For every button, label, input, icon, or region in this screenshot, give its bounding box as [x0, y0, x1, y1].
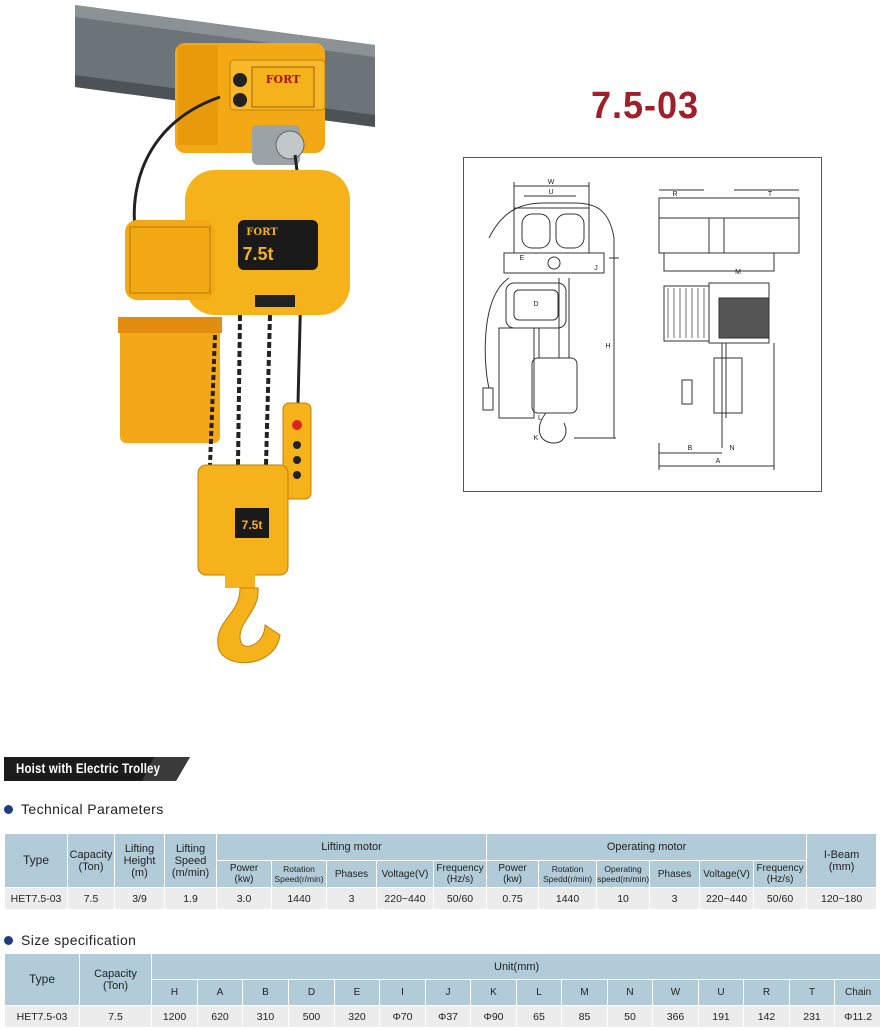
group-header-operating-motor: Operating motor: [487, 834, 807, 861]
col-header-w: W: [653, 980, 699, 1006]
col-header-om-frequency: Frequency (Hz/s): [754, 861, 807, 888]
table-cell: 3/9: [115, 888, 165, 910]
col-header-chain: Chain: [835, 980, 880, 1006]
col-header-type: Type: [5, 834, 68, 888]
table-cell: 220~440: [700, 888, 754, 910]
col-header-k: K: [471, 980, 517, 1006]
section-banner: [4, 757, 190, 781]
size-specification-table: [4, 953, 880, 1028]
col-header-om-rotation: Rotation Spedd(r/min): [539, 861, 597, 888]
group-header-unit: Unit(mm): [152, 954, 880, 980]
col-header-h: H: [152, 980, 198, 1006]
table-cell: 3.0: [217, 888, 272, 910]
table-cell: 7.5: [68, 888, 115, 910]
table-cell: 50/60: [434, 888, 487, 910]
table-cell: 1440: [539, 888, 597, 910]
dim-label-l: L: [538, 415, 542, 422]
col-header-n: N: [608, 980, 653, 1006]
table-cell: 3: [650, 888, 700, 910]
dim-label-w: W: [547, 179, 555, 186]
banner-label: Hoist with Electric Trolley: [16, 760, 161, 776]
technical-parameters-table: [4, 833, 877, 910]
col-header-lm-rotation: Rotation Speed(r/min): [272, 861, 327, 888]
col-header-t: T: [790, 980, 835, 1006]
table-cell: 1440: [272, 888, 327, 910]
table-cell: 10: [597, 888, 650, 910]
size-specification-title: Size specification: [21, 932, 137, 948]
hoist-capacity-label: 7.5t: [242, 244, 274, 264]
col-header-d: D: [289, 980, 335, 1006]
col-header-lm-phases: Phases: [327, 861, 377, 888]
dim-label-n: N: [729, 445, 735, 452]
technical-parameters-title: Technical Parameters: [21, 801, 164, 817]
table-cell: Φ70: [380, 1006, 426, 1028]
table-cell: 366: [653, 1006, 699, 1028]
col-header-type: Type: [5, 954, 80, 1006]
col-header-lifting-speed: Lifting Speed (m/min): [165, 834, 217, 888]
dimension-drawing: [463, 157, 822, 492]
group-header-lifting-motor: Lifting motor: [217, 834, 487, 861]
table-cell: 50/60: [754, 888, 807, 910]
dim-label-j: J: [594, 265, 598, 272]
technical-parameters-heading: [4, 801, 164, 817]
table-row: [5, 888, 877, 910]
col-header-lm-power: Power (kw): [217, 861, 272, 888]
table-cell: 620: [198, 1006, 243, 1028]
bullet-icon: [4, 805, 13, 814]
dim-label-r: R: [672, 191, 678, 198]
table-cell: 191: [699, 1006, 744, 1028]
table-cell: 120~180: [807, 888, 877, 910]
table-cell: 231: [790, 1006, 835, 1028]
table-cell: 50: [608, 1006, 653, 1028]
col-header-b: B: [243, 980, 289, 1006]
hook-capacity-label: 7.5t: [241, 518, 263, 532]
col-header-a: A: [198, 980, 243, 1006]
table-cell: Φ90: [471, 1006, 517, 1028]
col-header-capacity: Capacity (Ton): [80, 954, 152, 1006]
table-cell: 142: [744, 1006, 790, 1028]
col-header-om-power: Power (kw): [487, 861, 539, 888]
col-header-om-voltage: Voltage(V): [700, 861, 754, 888]
col-header-j: J: [426, 980, 471, 1006]
dim-label-t: T: [767, 191, 773, 198]
col-header-lifting-height: Lifting Height (m): [115, 834, 165, 888]
dim-label-e: E: [519, 255, 525, 262]
table-cell: 0.75: [487, 888, 539, 910]
col-header-om-operating-speed: Operating speed(m/min): [597, 861, 650, 888]
hoist-brand-text: FORT: [246, 227, 278, 238]
col-header-u: U: [699, 980, 744, 1006]
table-row: [5, 1006, 880, 1028]
table-cell: 85: [562, 1006, 608, 1028]
col-header-r: R: [744, 980, 790, 1006]
dim-label-d: D: [533, 301, 539, 308]
bullet-icon: [4, 936, 13, 945]
dim-label-b: B: [687, 445, 693, 452]
col-header-l: L: [517, 980, 562, 1006]
table-cell: HET7.5-03: [5, 888, 68, 910]
dim-label-u: U: [548, 189, 554, 196]
col-header-e: E: [335, 980, 380, 1006]
size-specification-heading: [4, 932, 136, 948]
trolley-brand-text: FORT: [265, 73, 301, 86]
dim-label-h: H: [605, 343, 611, 350]
col-header-i: I: [380, 980, 426, 1006]
table-cell: Φ37: [426, 1006, 471, 1028]
model-title: 7.5-03: [590, 85, 700, 127]
table-cell: 65: [517, 1006, 562, 1028]
table-cell: 1.9: [165, 888, 217, 910]
table-cell: 310: [243, 1006, 289, 1028]
dim-label-m: M: [735, 269, 741, 276]
col-header-lm-voltage: Voltage(V): [377, 861, 434, 888]
table-cell: HET7.5-03: [5, 1006, 80, 1028]
dim-label-a: A: [715, 458, 721, 465]
table-cell: 7.5: [80, 1006, 152, 1028]
table-cell: 1200: [152, 1006, 198, 1028]
table-cell: 3: [327, 888, 377, 910]
hoist-product-photo: [70, 5, 390, 670]
col-header-capacity: Capacity (Ton): [68, 834, 115, 888]
table-cell: Φ11.2: [835, 1006, 880, 1028]
col-header-m: M: [562, 980, 608, 1006]
table-cell: 220~440: [377, 888, 434, 910]
col-header-om-phases: Phases: [650, 861, 700, 888]
col-header-ibeam: I-Beam (mm): [807, 834, 877, 888]
dim-label-k: K: [533, 435, 539, 442]
table-cell: 320: [335, 1006, 380, 1028]
table-cell: 500: [289, 1006, 335, 1028]
col-header-lm-frequency: Frequency (Hz/s): [434, 861, 487, 888]
